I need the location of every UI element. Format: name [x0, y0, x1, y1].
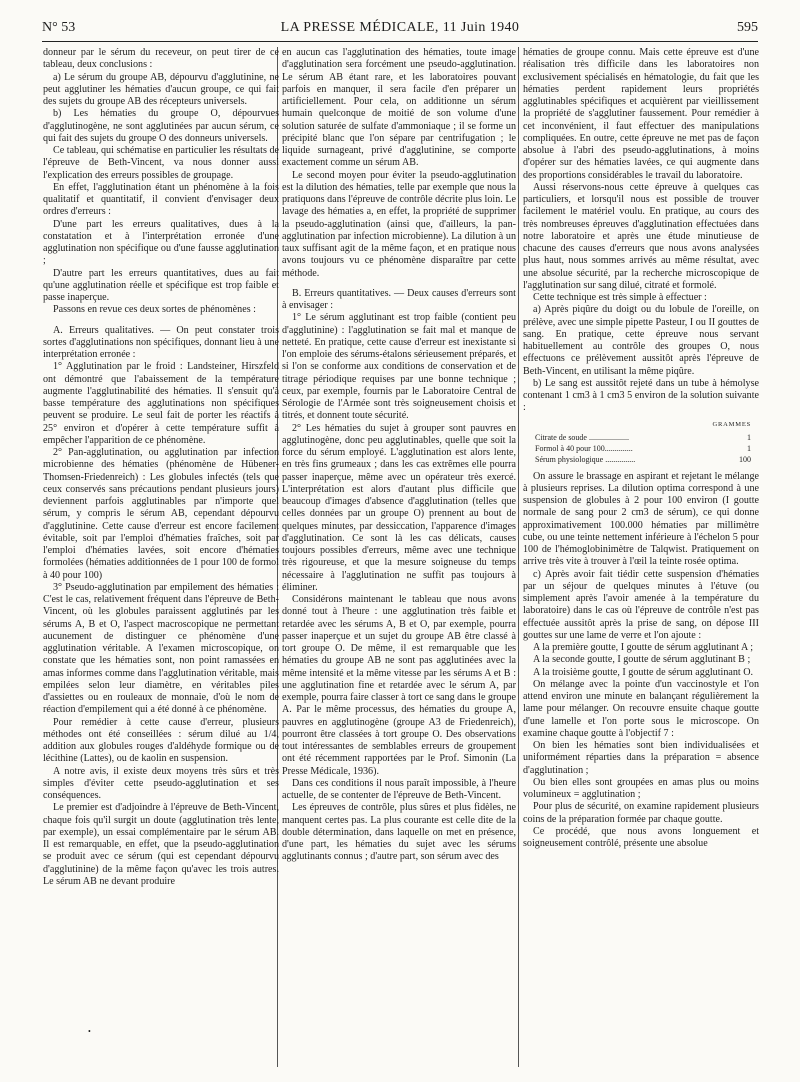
paragraph: a) Après piqûre du doigt ou du lobule de l'oreille, on prélève, avec une simple pipette Pasteur, I ou II gouttes de sang. En pratique, cette épreuve nous servant habituellement au contrôle des groupes O, nous effectuons ce prélèvement aussitôt après l'épreuve de Beth-Vincent, en utilisant la même piqûre. [523, 304, 759, 377]
paragraph: A la troisième goutte, I goutte de sérum agglutinant O. [533, 666, 754, 678]
paragraph: Pour remédier à cette cause d'erreur, plusieurs méthodes ont été conseillées : sérum dilué au 1/4, addition aux globules rouges d'aldéhyde formique ou de lécithine (Lattes), ou de kaolin en suspension. [43, 716, 279, 765]
table-cell-value: 100 [739, 454, 751, 464]
paragraph: Pour plus de sécurité, on examine rapidement plusieurs coins de la préparation formée par chaque goutte. [523, 801, 759, 825]
paragraph: donneur par le sérum du receveur, on peut tirer de ce tableau, deux conclusions : [43, 47, 279, 71]
paragraph: Ou bien elles sont groupées en amas plus ou moins volumineux = agglutination ; [523, 776, 759, 800]
paragraph: Considérons maintenant le tableau que nous avons donné tout à l'heure : une agglutination très faible et retardée avec les sérums A, B et O, par exemple, pourra passer inaperçue et un sujet du groupe AB être classé à tort groupe O. De même, il est remarquable que les hématies du groupe AB ne sont pas agglutinées avec la même intensité et la même vitesse par les sérums A et B : une agglutination fine et retardée avec le sérum A, par exemple, pourra faire classer à tort ce sang dans le groupe A. Par le même processus, des hématies du groupe A, pauvres en agglutinogène (groupe A3 de Friedenreich), pourront être classées à tort groupe O. Des observations tout intéressantes de semblables erreurs de groupement ont été récemment rapportées par le Prof. Simonin (La Presse Médicale, 1936). [282, 594, 516, 777]
paragraph: A la seconde goutte, I goutte de sérum agglutinant B ; [533, 654, 751, 666]
column-2 [282, 47, 516, 1067]
table-cell-label: Citrate de soude .................... [535, 432, 629, 442]
table-cell-label: Sérum physiologique ............... [535, 454, 636, 464]
paragraph: 1° Agglutination par le froid : Landsteiner, Hirszfeld ont démontré que l'abaissement de la température augmente l'agglutinabilité des hématies. Il s'ensuit qu'à basse température des agglutinations non spécifiques peuvent se produire. Le seul fait de porter les réactifs à 25° environ et d'opérer à cette température suffit à empêcher l'apparition de ce phénomène. [43, 361, 279, 446]
header-rule [42, 41, 758, 42]
paragraph: Aussi réservons-nous cette épreuve à quelques cas particuliers, et lorsqu'il nous est possible de trouver facilement le matériel voulu. En pratique, au cours des très nombreuses épreuves d'agglutination effectuées dans notre laboratoire et après une étude minutieuse de chacune des causes d'erreurs que nous avons analysées plus haut, nous sommes arrivés au même résultat, avec une absolue sécurité, par la recherche microscopique de l'agglutination sur sang dilué, citraté et formolé. [523, 181, 759, 291]
paragraph: Le second moyen pour éviter la pseudo-agglutination est la dilution des hématies, telle par exemple que nous la pratiquons dans l'épreuve de contrôle décrite plus loin. Le lavage des hématies a, en effet, la propriété de supprimer la pseudo-agglutination (ainsi que, d'ailleurs, la pan-agglutination par infection microbienne). La dilution à un taux suffisant agit de la même façon, et en pratique nous avons toujours vu ce phénomène disparaître par cette méthode. [282, 169, 516, 279]
journal-name: LA PRESSE MÉDICALE, [280, 20, 439, 35]
column-1 [43, 47, 279, 1067]
paragraph: Cette technique est très simple à effectuer : [533, 292, 707, 303]
paragraph: 1° Le sérum agglutinant est trop faible (contient peu d'agglutinine) : l'agglutination se fait mal et manque de netteté. En pratique, cette cause d'erreur est inexistante si l'on emploie des sérums-étalons sérieusement préparés, et si l'on se conforme aux conditions de conservation et de titrage périodique requises par une bonne technique ; ceux, par exemple, fournis par le Laboratoire Central de Sérologie de l'Armée sont très soigneusement choisis et titrés, et donnent toute sécurité. [282, 312, 516, 422]
paragraph: c) Après avoir fait tiédir cette suspension d'hématies par un séjour de quelques minutes à l'étuve (ou simplement après l'avoir amenée à la température du laboratoire) dans le cas où l'épreuve de contrôle n'est pas effectuée aussitôt après la prise de sang, on dépose III gouttes sur une lame de verre et l'on ajoute : [523, 568, 759, 641]
issue-number: N° 53 [42, 20, 76, 35]
paragraph: b) Les hématies du groupe O, dépourvues d'agglutinogène, ne sont agglutinées par aucun sérum, ce qui fait des sujets du groupe O des donneurs universels. [43, 108, 279, 144]
page-number: 595 [737, 20, 758, 35]
table-header: GRAMMES [712, 420, 751, 428]
paragraph: Ce tableau, qui schématise en particulier les résultats de l'épreuve de Beth-Vincent, va nous donner aussi l'explication des erreurs possibles de groupage. [43, 145, 279, 181]
paragraph: D'une part les erreurs qualitatives, dues à la constatation et à l'interprétation erronée d'une agglutination non spécifique ou d'une fausse agglutination ; [43, 218, 279, 267]
paragraph: Dans ces conditions il nous paraît impossible, à l'heure actuelle, de se contenter de l'épreuve de Beth-Vincent. [282, 777, 516, 801]
paragraph: Le premier est d'adjoindre à l'épreuve de Beth-Vincent, chaque fois qu'il surgit un doute (agglutination très lente, par exemple), un essai complémentaire par le sérum AB. Il est remarquable, en effet, que la pseudo-agglutination se produit avec ce sérum (qui est cependant dépourvu d'agglutinine) de la même façon qu'avec les trois autres. Le sérum AB ne devant produire [43, 802, 279, 887]
paragraph: On assure le brassage en aspirant et rejetant le mélange à plusieurs reprises. La dilution optima correspond à une suspension de globules à 2 pour 100 environ (I goutte normale de sang pour 2 cm3 de sérum), ce qui donne approximativement 100.000 hématies par millimètre cube, ou une teinte nettement inférieure à l'échelon 5 pour 100 de l'hémoglobinimètre de Talqwist. Pratiquement on arrive très vite à trouver à l'œil la teinte rosée optima. [523, 470, 759, 568]
column-divider [518, 47, 519, 1067]
paragraph: Ce procédé, que nous avons longuement et soigneusement contrôlé, présente une absolue [523, 825, 759, 849]
paragraph: A la première goutte, I goutte de sérum agglutinant A ; [533, 642, 754, 653]
column-3 [523, 47, 759, 1067]
paragraph: D'autre part les erreurs quantitatives, dues au fait qu'une agglutination réelle et spécifique est trop faible et passe inaperçue. [43, 267, 279, 303]
paragraph: En effet, l'agglutination étant un phénomène à la fois qualitatif et quantitatif, il convient d'envisager deux ordres d'erreurs : [43, 181, 279, 218]
table-cell-value: 1 [747, 443, 751, 453]
table-cell-label: Formol à 40 pour 100.............. [535, 443, 633, 453]
paragraph: en aucun cas l'agglutination des hématies, toute image d'agglutination sera forcément une pseudo-agglutination. Le sérum AB étant rare, et les laboratoires pouvant parfois en manquer, il sera facile d'en préparer un artificiellement. Pour cela, on additionne un sérum humain quelconque de moitié de son volume d'une solution saturée de sulfate d'ammoniaque ; il se forme un précipité blanc que l'on sépare par centrifugation ; le liquide surnageant, privé d'agglutinine, se comporte exactement comme un sérum AB. [282, 47, 516, 169]
paragraph: hématies de groupe connu. Mais cette épreuve est d'une réalisation très difficile dans les laboratoires non exclusivement spécialisés en hématologie, du fait que les hématies perdent rapidement leurs propriétés agglutinables spécifiques et acquièrent par vieillissement la propriété de s'agglutiner faussement. Pour remédier à cet inconvénient, il faut effectuer des manipulations compliquées. En outre, cette épreuve ne met pas de façon absolue à l'abri des pseudo-agglutinations, à moins d'opérer sur des hématies lavées, ce qui augmente dans des proportions considérables le travail du laboratoire. [523, 47, 759, 181]
table-row [523, 432, 759, 443]
section-heading: A. Erreurs qualitatives. — On peut constater trois sortes d'agglutinations non spécifiques, donnant lieu à une interprétation erronée : [43, 324, 279, 360]
section-heading: B. Erreurs quantitatives. — Deux causes d'erreurs sont à envisager : [282, 287, 516, 311]
paragraph: A notre avis, il existe deux moyens très sûrs et très simples d'éviter cette pseudo-agglutination et ses conséquences. [43, 765, 279, 801]
journal-title [42, 20, 758, 36]
paragraph: Passons en revue ces deux sortes de phénomènes : [53, 304, 256, 316]
solution-table [523, 419, 759, 465]
paragraph: 2° Pan-agglutination, ou agglutination par infection microbienne des hématies (phénomène de Hübener-Thomsen-Friedenreich) : Les globules infectés (tels que ceux conservés sans précautions pendant plusieurs jours) deviennent parfois agglutinables par n'importe quel sérum, y compris le sérum AB, cependant dépourvu d'agglutinine. Cette cause d'erreur est encore facilement évitable, soit par l'emploi d'hématies fraîches, soit par l'emploi d'hématies lavées, soit encore d'hématies formolées (hématies additionnées de 1 pour 100 de formol à 40 pour 100) [43, 447, 279, 581]
table-cell-value: 1 [747, 432, 751, 442]
paragraph: a) Le sérum du groupe AB, dépourvu d'agglutinine, ne peut agglutiner les hématies d'aucun groupe, ce qui fait des sujets du groupe AB des récepteurs universels. [43, 71, 279, 107]
table-row [523, 443, 759, 454]
paragraph: On mélange avec la pointe d'un vaccinostyle et l'on attend environ une minute en balançant régulièrement la lame pour mélanger. On recouvre ensuite chaque goutte d'une lamelle et l'on porte sous le microscope. On examine chaque goutte à l'objectif 7 : [523, 678, 759, 739]
table-row [523, 454, 759, 465]
paragraph: On bien les hématies sont bien individualisées et uniformément réparties dans la préparation = absence d'agglutination ; [523, 740, 759, 776]
page-header [42, 20, 758, 42]
paragraph: b) Le sang est aussitôt rejeté dans un tube à hémolyse contenant 1 cm3 à 1 cm3 5 environ de la solution suivante : [523, 377, 759, 414]
issue-date: 11 Juin 1940 [442, 20, 520, 35]
paragraph: 2° Les hématies du sujet à grouper sont pauvres en agglutinogène, donc peu agglutinables, quelle que soit la force du sérum employé. L'agglutination est alors lente, en très fins grumeaux ; dans les cas extrêmes elle pourra passer inaperçue, même avec un opérateur très exercé. L'interprétation est alors d'autant plus difficile que beaucoup d'images d'absence d'agglutination (telles que celles données par un groupe O) prennent au bout de quelques minutes, par dessiccation, l'apparence d'images d'agglutination. Ce sont là les cas délicats, causes toujours possibles d'erreurs, même avec une technique très rigoureuse, et que la mesure soigneuse du temps nécessaire à l'agglutination ne suffit pas toujours à éliminer. [282, 422, 516, 593]
paragraph: 3° Pseudo-agglutination par empilement des hématies : C'est le cas, relativement fréquent dans l'épreuve de Beth-Vincent, où les globules paraissent agglutinés par les sérums A, B et O, l'aspect macroscopique ne permettant aucunement de distinguer ce phénomène d'une agglutination véritable. A l'examen microscopique, on constate que les hématies sont, non point ramassées en amas informes comme dans l'agglutination véritable, mais empilées selon leur diamètre, en véritables piles d'assiettes ou en rouleaux de monnaie, d'où le nom de réaction d'empilement qui a été donné à ce phénomène. [43, 581, 279, 716]
paragraph: Les épreuves de contrôle, plus sûres et plus fidèles, ne manquent certes pas. La plus courante est celle dite de la double détermination, dans laquelle on met en présence, d'une part, les hématies du sujet avec les sérums agglutinants connus ; d'autre part, son sérum avec des [282, 802, 516, 863]
ornament-dot: • [88, 1027, 91, 1036]
